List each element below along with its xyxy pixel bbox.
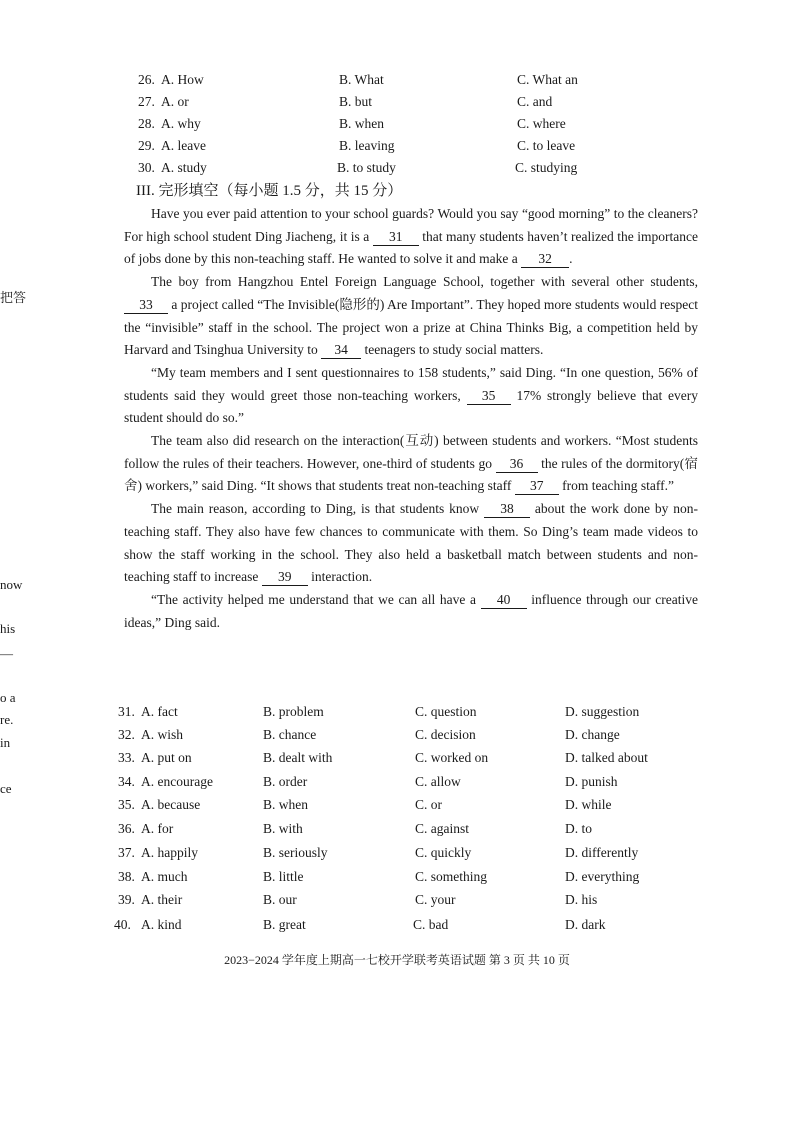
option-b: B. but xyxy=(339,94,373,109)
option-c: C. studying xyxy=(515,160,578,175)
option-d: D. his xyxy=(565,892,598,907)
option-d: D. while xyxy=(565,797,612,812)
option-num: 39. xyxy=(118,892,135,907)
option-c: C. your xyxy=(415,892,456,907)
option-c: C. or xyxy=(415,797,442,812)
option-c: C. worked on xyxy=(415,750,489,765)
margin-fragment: o a xyxy=(0,690,16,705)
option-num: 35. xyxy=(118,797,135,812)
option-b: B. little xyxy=(263,869,304,884)
blank-38: 38 xyxy=(484,501,530,518)
option-a: A. happily xyxy=(141,845,198,860)
option-b: B. with xyxy=(263,821,303,836)
option-a: A. their xyxy=(141,892,183,907)
option-c: C. to leave xyxy=(517,138,576,153)
paragraph: “The activity helped me understand that we can all have a 40 influence through our creative ideas,” Ding said. xyxy=(124,591,699,630)
margin-fragment: — xyxy=(0,646,13,661)
blank-32: 32 xyxy=(521,251,569,268)
paragraph: The team also did research on the interaction(互动) between students and workers. “Most students follow the rules of their teachers. However, one-third of students go 36 the rules of the dormitory(宿舍) workers,” said Ding. “It shows that students treat non-teaching staff 37 from teaching staff.” xyxy=(124,433,698,494)
option-a: A. How xyxy=(161,72,204,87)
paragraph: “My team members and I sent questionnaires to 158 students,” said Ding. “In one question, 56% of students said they would greet those non-teaching workers, 35 17% strongly believe that every student should do so.” xyxy=(124,364,699,426)
option-b: B. our xyxy=(263,892,297,907)
option-a: A. or xyxy=(161,94,189,109)
paragraph: Have you ever paid attention to your school guards? Would you say “good morning” to the cleaners? For high school student Ding Jiacheng, it is a 31 that many students haven’t realized the importance of jobs done by this non-teaching staff. He wanted to solve it and make a 32 . xyxy=(124,206,698,267)
blank-31: 31 xyxy=(373,229,419,246)
option-b: B. when xyxy=(339,116,384,131)
blank-34: 34 xyxy=(321,342,361,359)
option-a: A. study xyxy=(161,160,207,175)
blank-36: 36 xyxy=(496,456,538,473)
option-num: 36. xyxy=(118,821,135,836)
option-c: C. quickly xyxy=(415,845,472,860)
option-d: D. differently xyxy=(565,845,639,860)
option-num: 40. xyxy=(114,917,131,932)
option-a: A. because xyxy=(141,797,201,812)
option-d: D. punish xyxy=(565,774,618,789)
option-c: C. What an xyxy=(517,72,578,87)
margin-fragment: now xyxy=(0,577,23,592)
option-a: A. why xyxy=(161,116,201,131)
option-a: A. kind xyxy=(141,917,182,932)
option-c: C. something xyxy=(415,869,488,884)
option-a: A. fact xyxy=(141,704,178,719)
blank-37: 37 xyxy=(515,478,559,495)
option-num: 32. xyxy=(118,727,135,742)
option-num: 30. xyxy=(138,160,155,175)
paragraph: The main reason, according to Ding, is that students know 38 about the work done by non-teaching staff. They also have few chances to communicate with them. So Ding’s team made videos to show the staff working in the school. They also held a basketball match between students and non-teaching staff to increase 39 interaction. xyxy=(124,501,699,585)
option-c: C. question xyxy=(415,704,477,719)
option-d: D. change xyxy=(565,727,620,742)
option-b: B. to study xyxy=(337,160,396,175)
page-footer: 2023−2024 学年度上期高一七校开学联考英语试题 第 3 页 共 10 页 xyxy=(224,953,570,967)
option-a: A. for xyxy=(141,821,174,836)
blank-39: 39 xyxy=(262,569,308,586)
option-b: B. great xyxy=(263,917,306,932)
option-d: D. to xyxy=(565,821,592,836)
option-num: 29. xyxy=(138,138,155,153)
option-d: D. everything xyxy=(565,869,640,884)
option-a: A. wish xyxy=(141,727,184,742)
option-b: B. when xyxy=(263,797,308,812)
option-b: B. chance xyxy=(263,727,317,742)
option-b: B. leaving xyxy=(339,138,395,153)
paragraph: The boy from Hangzhou Entel Foreign Language School, together with several other students, 33 a project called “The Invisible(隐形的) Are Important”. They hoped more students would respect the “invisible” staff in the school. The project won a prize at China Thinks Big, a competition held by Harvard and Tsinghua University to 34 teenagers to study social matters. xyxy=(124,274,698,358)
blank-40: 40 xyxy=(481,592,527,609)
option-d: D. talked about xyxy=(565,750,648,765)
option-num: 37. xyxy=(118,845,135,860)
margin-fragment: 把答 xyxy=(0,290,27,305)
option-num: 38. xyxy=(118,869,135,884)
option-b: B. order xyxy=(263,774,308,789)
section-title: III. 完形填空（每小题 1.5 分，共 15 分） xyxy=(136,183,403,199)
margin-fragment: in xyxy=(0,735,11,750)
option-c: C. and xyxy=(517,94,553,109)
option-num: 33. xyxy=(118,750,135,765)
option-c: C. bad xyxy=(413,917,449,932)
option-b: B. dealt with xyxy=(263,750,333,765)
option-a: A. leave xyxy=(161,138,206,153)
option-c: C. where xyxy=(517,116,566,131)
option-b: B. problem xyxy=(263,704,324,719)
option-num: 27. xyxy=(138,94,155,109)
option-d: D. dark xyxy=(565,917,606,932)
cloze-passage xyxy=(124,203,698,634)
option-num: 31. xyxy=(118,704,135,719)
option-c: C. allow xyxy=(415,774,461,789)
margin-fragment: ce xyxy=(0,781,12,796)
margin-fragment: re. xyxy=(0,712,14,727)
margin-fragment: his xyxy=(0,621,16,636)
option-a: A. encourage xyxy=(141,774,213,789)
option-c: C. decision xyxy=(415,727,476,742)
blank-35: 35 xyxy=(467,388,511,405)
option-d: D. suggestion xyxy=(565,704,640,719)
blank-33: 33 xyxy=(124,297,168,314)
option-a: A. put on xyxy=(141,750,192,765)
option-b: B. What xyxy=(339,72,384,87)
option-num: 28. xyxy=(138,116,155,131)
option-b: B. seriously xyxy=(263,845,328,860)
option-c: C. against xyxy=(415,821,469,836)
option-num: 26. xyxy=(138,72,155,87)
option-num: 34. xyxy=(118,774,135,789)
option-a: A. much xyxy=(141,869,188,884)
